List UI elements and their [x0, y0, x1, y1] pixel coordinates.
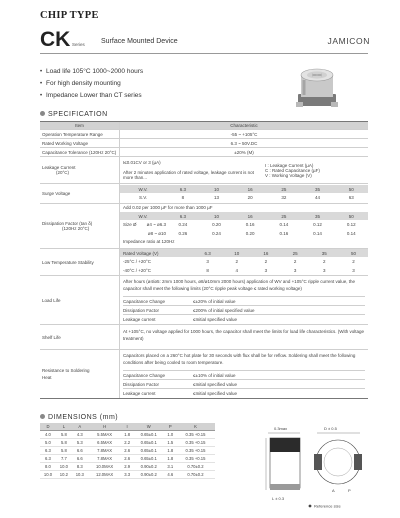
series-name: Surface Mounted Device — [101, 38, 178, 45]
chip-type-heading: CHIP TYPE — [40, 10, 99, 21]
spec-row-dissipation: Dissipation Factor (tan δ) (120Hz 20°C) Add 0.02 per 1000 µF for more than 1000 µF W.V. 6.3 10 16 25 35 50 Size Ø ø4 ~ ø6.3 0.24 0.20 0.16 0.14 0.12 0.12 ø8 ~ ø10 0.26 0.24 0.20 0.16 0.14 0.14 Impedance ratio at 120Hz — [40, 204, 368, 249]
side-view-base — [270, 484, 300, 490]
section-bullet-icon — [40, 414, 45, 419]
terminal-right — [354, 454, 362, 470]
series-code: CK — [40, 28, 71, 51]
spec-header-row: Item Characteristic — [40, 122, 368, 130]
brand-logo: JAMICON — [327, 36, 370, 46]
header-divider — [40, 53, 368, 54]
dimensions-table — [40, 423, 215, 479]
spec-row-rated-voltage: Rated Working Voltage 6.3 ~ 50V.DC — [40, 139, 368, 148]
spec-row-shelf-life: Shelf Life At +105°C, no voltage applied for 1000 hours, the capacitor shall meet the limits for load life characteristics. (With voltage treatment) — [40, 325, 368, 350]
table-row: 6.3 5.8 6.6 7.8MAX 2.6 0.65±0.1 1.8 0.35 +0.15 — [40, 447, 215, 455]
drawing-d-label: D ± 0.5 — [324, 426, 337, 431]
table-row: 6.3 7.7 6.6 7.8MAX 2.6 0.65±0.1 1.8 0.35 +0.15 — [40, 455, 215, 463]
feature-item: • For high density mounting — [40, 78, 143, 90]
specification-section-title: SPECIFICATION — [40, 111, 108, 118]
spec-row-soldering: Resistance to Soldering Heat Capacitors placed on a 260°C hot plate for 30 seconds with flux shall be for reflow. Soldering shall meet the following conditions after being cooled to room temperature. Capacitance Change ≤±10% of initial value Dissipation Factor ≤Initial specified value Leakage current ≤Initial specified value — [40, 350, 368, 398]
table-row: 10.0 10.2 10.3 12.0MAX 3.3 0.90±0.2 4.6 0.70±0.2 — [40, 471, 215, 479]
drawing-reference-label: Reference size — [314, 503, 341, 509]
series-title-row — [40, 30, 370, 52]
capacitor-photo-icon — [295, 68, 339, 110]
reference-bullet-icon — [309, 505, 312, 508]
bullet-icon: • — [40, 93, 43, 99]
feature-list — [40, 66, 143, 102]
bullet-icon: • — [40, 81, 43, 87]
spec-row-cap-tolerance: Capacitance Tolerance (120Hz 20°C) ±20% (M) — [40, 148, 368, 157]
drawing-top-label: 0.3max — [274, 426, 288, 431]
feature-item: • Load life 105°C 1000~2000 hours — [40, 66, 143, 78]
spec-row-surge-voltage: Surge Voltage W.V. 6.3 10 16 25 35 50 S.V. 8 13 20 32 44 63 — [40, 184, 368, 204]
section-bullet-icon — [40, 111, 45, 116]
series-word: Series — [72, 42, 85, 47]
spec-row-operation-temp: Operation Temperature Range -55 ~ +105°C — [40, 130, 368, 139]
spec-row-leakage: Leakage Current (20°C) I≤0.01CV or 3 (µA) After 2 minutes application of rated voltage, leakage current is not more than... I : Leakage Current (µA) C : Rated Capacitance (µF) V : Working Voltage (V) — [40, 157, 368, 184]
terminal-left — [314, 454, 322, 470]
drawing-l-label: L ± 0.3 — [272, 496, 285, 501]
spec-row-load-life: Load Life After hours (ø4/ø5: 2mm 1000 hours, ø8/ø10mm 2000 hours) application of WV and +105°C ripple current value, the capacitor shall meet the following limits (20°C ripple peak voltage ≤ rated working voltage) Capacitance Change ≤±20% of initial value Dissipation Factor ≤200% of initial specified value Leakage current ≤Initial specified value — [40, 276, 368, 325]
feature-item: • Impedance Lower than CT series — [40, 90, 143, 102]
spec-row-low-temp: Low Temperature Stability Rated Voltage (V) 6.3 10 16 25 35 50 -25°C / +20°C 3 2 2 2 2 2 -40°C / +20°C 8 4 3 3 3 3 — [40, 249, 368, 276]
dimensions-header-row: D L A H I W P K — [40, 423, 215, 431]
side-view-sleeve — [270, 438, 300, 452]
table-row: 4.0 5.8 4.3 5.5MAX 1.8 0.65±0.1 1.0 0.35 +0.15 — [40, 431, 215, 439]
top-view-outline — [316, 440, 360, 484]
drawing-p-label: P — [348, 488, 351, 493]
dimensions-section-title: DIMENSIONS (mm) — [40, 414, 118, 421]
table-row: 5.0 5.8 5.3 6.5MAX 2.2 0.65±0.1 1.5 0.35 +0.15 — [40, 439, 215, 447]
drawing-a-label: A — [332, 488, 335, 493]
specification-table — [40, 121, 368, 399]
dimension-drawing — [262, 424, 372, 510]
bullet-icon: • — [40, 69, 43, 75]
table-row: 8.0 10.0 8.3 10.0MAX 2.9 0.90±0.2 3.1 0.70±0.2 — [40, 463, 215, 471]
